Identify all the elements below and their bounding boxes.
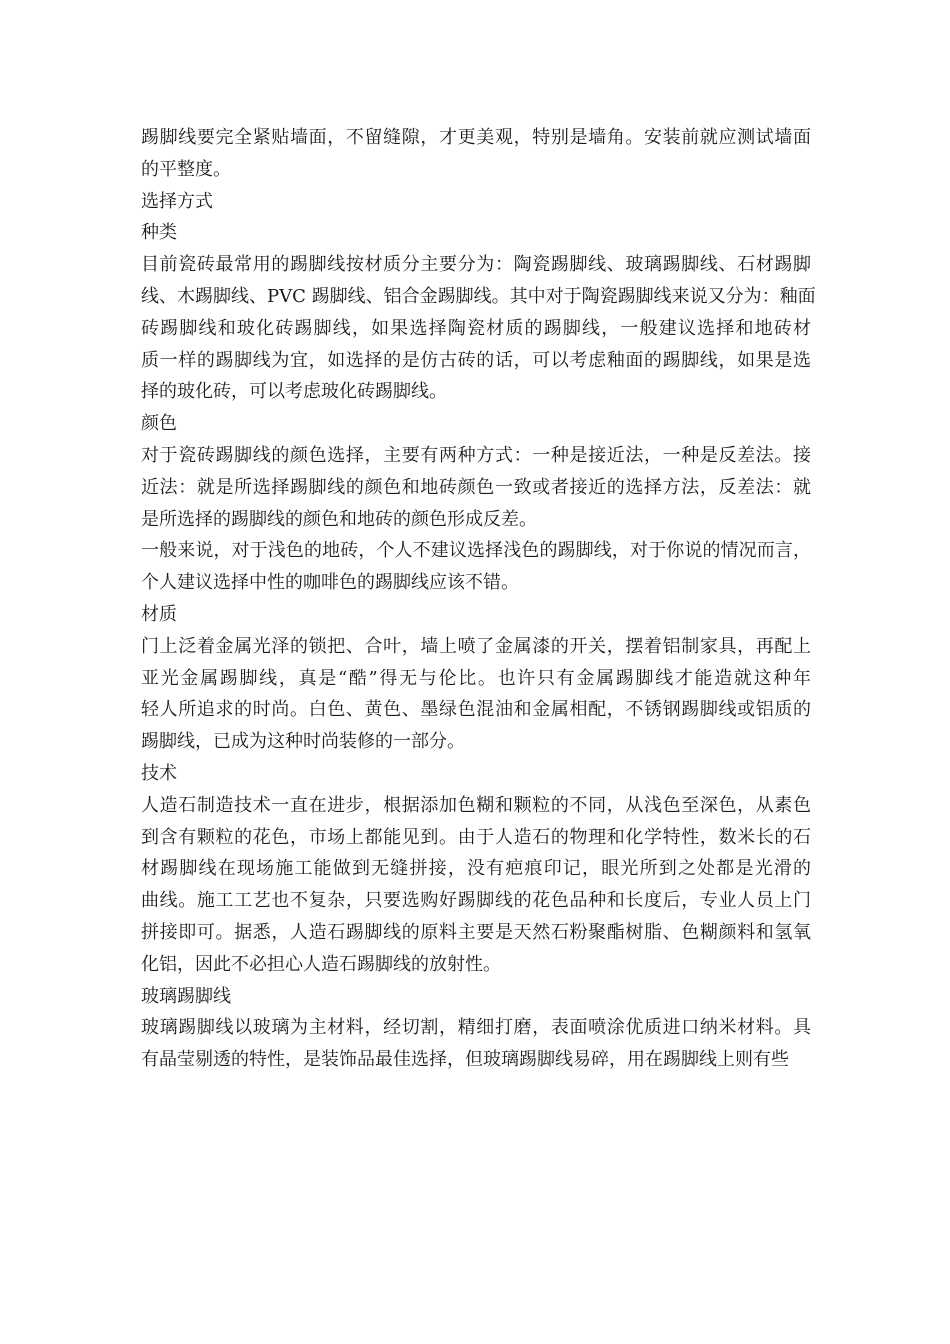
section-heading [141,186,811,218]
text-line: 的平整度。 [141,158,231,180]
section-heading [141,758,811,790]
text-line: 到含有颗粒的花色，市场上都能见到。由于人造石的物理和化学特性，数米长的石 [141,826,811,848]
text-line: 目前瓷砖最常用的踢脚线按材质分主要分为：陶瓷踢脚线、玻璃踢脚线、石材踢脚 [141,254,811,276]
body-paragraph [141,440,811,535]
text-line: 一般来说，对于浅色的地砖，个人不建议选择浅色的踢脚线，对于你说的情况而言， [141,540,811,562]
text-line: 近法：就是所选择踢脚线的颜色和地砖颜色一致或者接近的选择方法，反差法：就 [141,476,811,498]
body-paragraph [141,249,816,408]
text-line: 砖踢脚线和玻化砖踢脚线，如果选择陶瓷材质的踢脚线，一般建议选择和地砖材 [141,317,811,339]
text-line: 踢脚线要完全紧贴墙面，不留缝隙，才更美观，特别是墙角。安装前就应测试墙面 [141,127,811,148]
document-body [141,122,816,1076]
body-paragraph [141,1012,811,1076]
text-line: 质一样的踢脚线为宜，如选择的是仿古砖的话，可以考虑釉面的踢脚线，如果是选 [141,349,811,371]
text-line: 门上泛着金属光泽的锁把、合叶，墙上喷了金属漆的开关，摆着铝制家具，再配上 [141,635,811,657]
text-line: 轻人所追求的时尚。白色、黄色、墨绿色混油和金属相配，不锈钢踢脚线或铝质的 [141,699,811,721]
text-line: 人造石制造技术一直在进步，根据添加色糊和颗粒的不同，从浅色至深色，从素色 [141,794,811,816]
text-line: 择的玻化砖，可以考虑玻化砖踢脚线。 [141,381,447,403]
text-line: 玻璃踢脚线 [141,985,231,1007]
text-line: 技术 [141,762,177,784]
text-line: 是所选择的踢脚线的颜色和地砖的颜色形成反差。 [141,508,537,530]
text-line: 材踢脚线在现场施工能做到无缝拼接，没有疤痕印记，眼光所到之处都是光滑的 [141,858,811,880]
text-line: 选择方式 [141,190,213,212]
text-line: 拼接即可。据悉，人造石踢脚线的原料主要是天然石粉聚酯树脂、色糊颜料和氢氧 [141,921,811,943]
text-line: 化铝，因此不必担心人造石踢脚线的放射性。 [141,953,501,975]
text-line: 曲线。施工工艺也不复杂，只要选购好踢脚线的花色品种和长度后，专业人员上门 [141,890,811,912]
text-line: 材质 [141,603,177,625]
body-paragraph [141,790,811,981]
body-paragraph [141,631,811,758]
text-line: 颜色 [141,413,177,435]
text-line: 个人建议选择中性的咖啡色的踢脚线应该不错。 [141,572,519,594]
text-line: 亚光金属踢脚线，真是“酷”得无与伦比。也许只有金属踢脚线才能造就这种年 [141,667,811,689]
text-line: 有晶莹剔透的特性，是装饰品最佳选择，但玻璃踢脚线易碎，用在踢脚线上则有些 [141,1049,789,1071]
body-paragraph [141,122,811,186]
text-line: 种类 [141,222,177,244]
section-heading [141,408,811,440]
section-heading [141,981,811,1013]
text-line: 玻璃踢脚线以玻璃为主材料，经切割，精细打磨，表面喷涂优质进口纳米材料。具 [141,1017,811,1039]
section-heading [141,599,811,631]
text-line: 踢脚线，已成为这种时尚装修的一部分。 [141,731,465,753]
text-line: 线、木踢脚线、PVC 踢脚线、铝合金踢脚线。其中对于陶瓷踢脚线来说又分为：釉面 [141,285,816,307]
section-heading [141,217,811,249]
body-paragraph [141,535,811,599]
text-line: 对于瓷砖踢脚线的颜色选择，主要有两种方式：一种是接近法，一种是反差法。接 [141,444,811,466]
